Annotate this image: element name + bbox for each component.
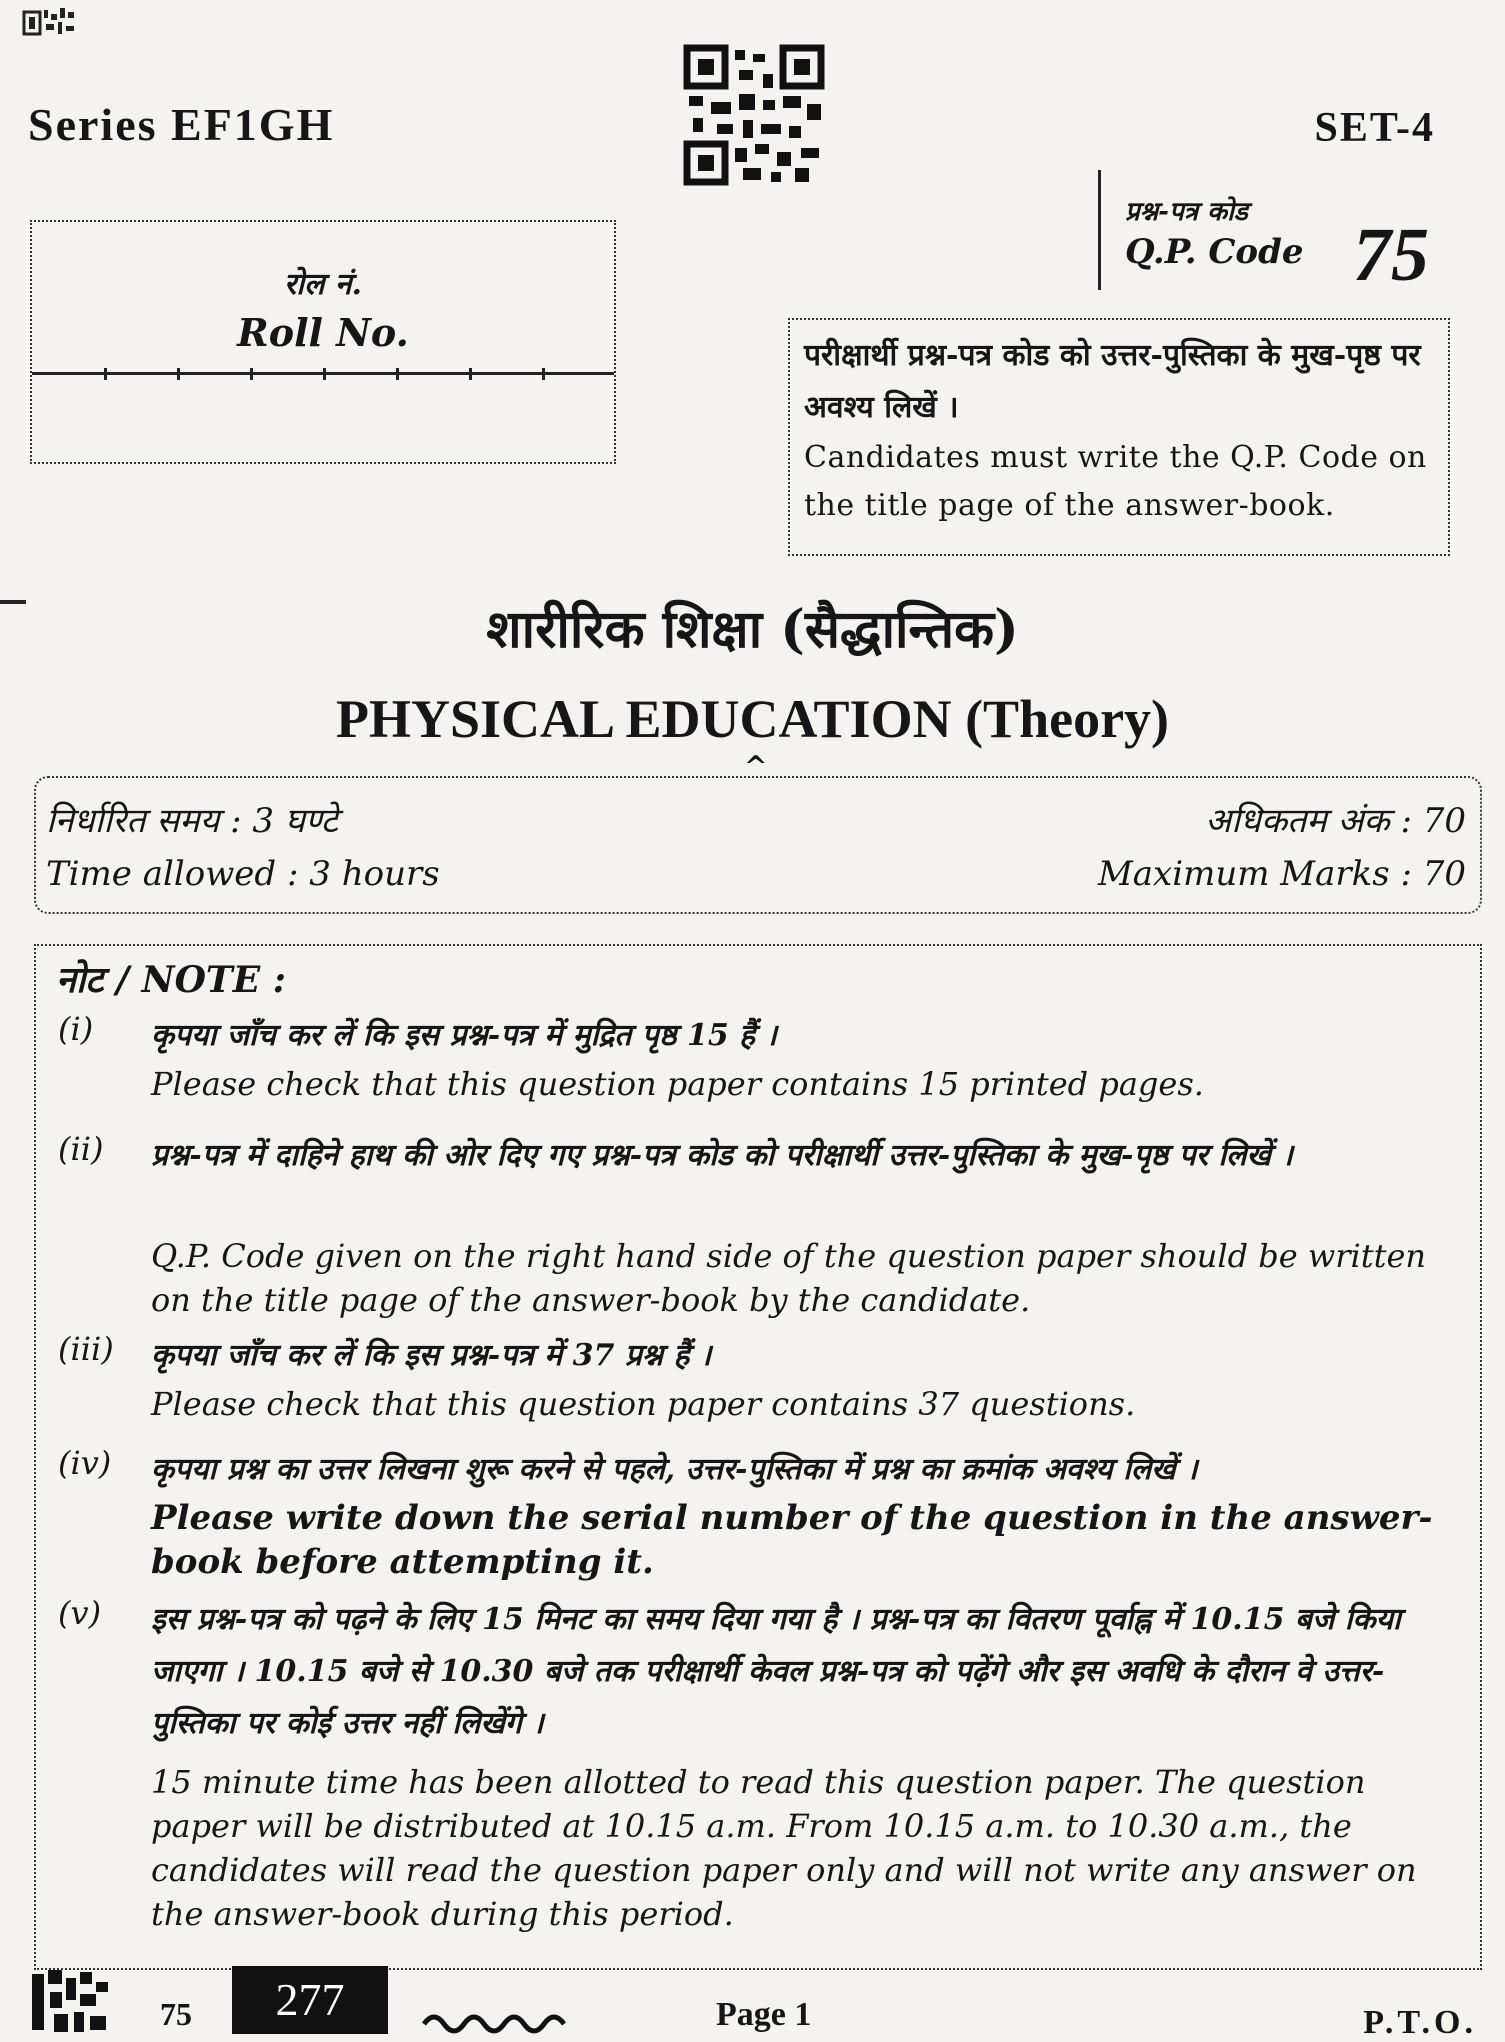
qp-code-label-hindi: प्रश्न-पत्र कोड: [1125, 197, 1248, 227]
note-number: (v): [58, 1594, 102, 1632]
note-text-hindi: कृपया जाँच कर लें कि इस प्रश्न-पत्र में मुद्रित पृष्ठ 15 हैं ।: [151, 1018, 777, 1053]
note-text-hindi: कृपया जाँच कर लें कि इस प्रश्न-पत्र में 37 प्रश्न हैं ।: [151, 1338, 712, 1373]
page-number: Page 1: [716, 1996, 812, 2033]
roll-label-hindi: रोल नं.: [284, 267, 362, 302]
qp-code-label: Q.P. Code: [1125, 232, 1304, 272]
time-marks-box: [34, 776, 1482, 914]
footer-qp-code: 75: [160, 1996, 192, 2032]
roll-tick: [177, 368, 180, 380]
qp-code-value: 75: [1353, 213, 1429, 297]
roll-tick: [396, 368, 399, 380]
note-text-hindi: प्रश्न-पत्र में दाहिने हाथ की ओर दिए गए प्रश्न-पत्र कोड को परीक्षार्थी उत्तर-पुस्तिका के मुख-पृष्ठ पर लिखें ।: [151, 1138, 1293, 1173]
notes-title: नोट / NOTE :: [56, 959, 286, 1001]
series-label: Series EF1GH: [28, 99, 335, 150]
note-text-hindi: इस प्रश्न-पत्र को पढ़ने के लिए 15 मिनट का समय दिया गया है । प्रश्न-पत्र का वितरण पूर्वाह्न में 10.15 बजे किया जाएगा । 10.15 बजे से 10.30 बजे तक परीक्षार्थी केवल प्रश्न-पत्र को पढ़ेंगे और इस अवधि के दौरान वे उत्तर-पुस्तिका पर कोई उत्तर नहीं लिखेंगे ।: [151, 1602, 1401, 1741]
time-allowed-hindi: निर्धारित समय : 3 घण्टे: [46, 801, 338, 841]
note-text: Please check that this question paper contains 37 questions.: [151, 1385, 1136, 1423]
qp-code-instruction-box: [788, 318, 1450, 556]
notes-box: [34, 944, 1482, 1970]
roll-tick: [104, 368, 107, 380]
note-text: Please check that this question paper contains 15 printed pages.: [151, 1065, 1204, 1103]
time-allowed: Time allowed : 3 hours: [46, 854, 440, 894]
pto-label: P.T.O.: [1363, 2004, 1477, 2041]
note-text-hindi: कृपया प्रश्न का उत्तर लिखना शुरू करने से पहले, उत्तर-पुस्तिका में प्रश्न का क्रमांक अवश्य लिखें ।: [151, 1452, 1198, 1487]
roll-tick: [250, 368, 253, 380]
max-marks-hindi: अधिकतम अंक : 70: [1205, 801, 1466, 841]
note-number: (iii): [58, 1330, 114, 1368]
barcode-icon: [30, 1968, 112, 2034]
roll-tick: [542, 368, 545, 380]
roll-number-box: [30, 220, 616, 464]
subject-title: PHYSICAL EDUCATION (Theory): [335, 689, 1170, 749]
max-marks: Maximum Marks : 70: [1097, 854, 1466, 894]
note-number: (ii): [58, 1130, 104, 1168]
caret-mark: ^: [744, 750, 768, 783]
note-number: (i): [58, 1010, 94, 1048]
note-text: 15 minute time has been allotted to read this question paper. The question paper will be distributed at 10.15 a.m. From 10.15 a.m. to 10.30 a.m., the candidates will read the question paper only and will not write any answer on the answer-book during this period.: [151, 1763, 1417, 1933]
barcode-icon: [22, 6, 78, 42]
roll-tick: [323, 368, 326, 380]
qp-code-block: [1098, 170, 1475, 297]
note-number: (iv): [58, 1444, 112, 1482]
wave-decoration-icon: [420, 2006, 580, 2034]
footer-serial-number: 277: [232, 1966, 388, 2034]
qr-code-icon: [683, 44, 825, 186]
roll-label: Roll No.: [237, 310, 409, 355]
note-text: Please write down the serial number of the question in the answer-book before attempting it.: [151, 1498, 1433, 1582]
subject-title-hindi: शारीरिक शिक्षा (सैद्धान्तिक): [486, 599, 1019, 660]
note-text: Q.P. Code given on the right hand side of the question paper should be written on the title page of the answer-book by the candidate.: [151, 1237, 1427, 1319]
instruction-english: Candidates must write the Q.P. Code on the title page of the answer-book.: [804, 440, 1427, 523]
instruction-hindi: परीक्षार्थी प्रश्न-पत्र कोड को उत्तर-पुस्तिका के मुख-पृष्ठ पर अवश्य लिखें ।: [804, 338, 1421, 425]
set-label: SET-4: [1314, 105, 1435, 151]
roll-tick: [469, 368, 472, 380]
